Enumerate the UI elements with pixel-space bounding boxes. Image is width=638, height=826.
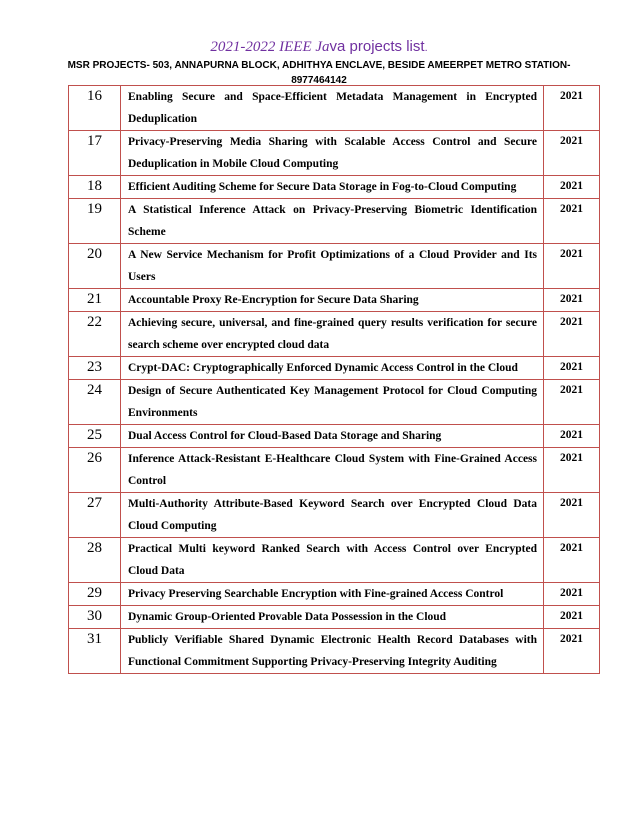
- project-title: Crypt-DAC: Cryptographically Enforced Dynamic Access Control in the Cloud: [121, 357, 544, 380]
- table-row: [69, 131, 600, 176]
- project-year: 2021: [544, 176, 600, 199]
- project-year: 2021: [544, 629, 600, 674]
- project-year: 2021: [544, 583, 600, 606]
- project-number: 29: [69, 583, 121, 606]
- project-year: 2021: [544, 357, 600, 380]
- page-title-dot: .: [424, 42, 428, 54]
- project-year: 2021: [544, 131, 600, 176]
- page-title: [0, 38, 638, 57]
- table-row: [69, 606, 600, 629]
- project-title: Privacy-Preserving Media Sharing with Scalable Access Control and Secure Deduplication in Mobile Cloud Computing: [121, 131, 544, 176]
- project-number: 22: [69, 312, 121, 357]
- project-year: 2021: [544, 199, 600, 244]
- project-title: Dynamic Group-Oriented Provable Data Possession in the Cloud: [121, 606, 544, 629]
- project-number: 28: [69, 538, 121, 583]
- project-title: Inference Attack-Resistant E-Healthcare Cloud System with Fine-Grained Access Control: [121, 448, 544, 493]
- table-row: [69, 629, 600, 674]
- table-row: [69, 380, 600, 425]
- project-number: 16: [69, 86, 121, 131]
- table-row: [69, 244, 600, 289]
- project-number: 17: [69, 131, 121, 176]
- project-number: 31: [69, 629, 121, 674]
- project-number: 27: [69, 493, 121, 538]
- project-year: 2021: [544, 538, 600, 583]
- project-title: Efficient Auditing Scheme for Secure Data Storage in Fog-to-Cloud Computing: [121, 176, 544, 199]
- project-number: 19: [69, 199, 121, 244]
- contact-address: MSR PROJECTS- 503, ANNAPURNA BLOCK, ADHITHYA ENCLAVE, BESIDE AMEERPET METRO STATION-8977464142: [67, 60, 571, 86]
- project-number: 26: [69, 448, 121, 493]
- project-title: Dual Access Control for Cloud-Based Data Storage and Sharing: [121, 425, 544, 448]
- projects-table-body: [69, 86, 600, 674]
- project-title: Accountable Proxy Re-Encryption for Secure Data Sharing: [121, 289, 544, 312]
- project-title: A New Service Mechanism for Profit Optimizations of a Cloud Provider and Its Users: [121, 244, 544, 289]
- project-year: 2021: [544, 425, 600, 448]
- project-number: 24: [69, 380, 121, 425]
- table-row: [69, 448, 600, 493]
- project-number: 30: [69, 606, 121, 629]
- project-title: Privacy Preserving Searchable Encryption with Fine-grained Access Control: [121, 583, 544, 606]
- table-row: [69, 493, 600, 538]
- project-year: 2021: [544, 448, 600, 493]
- project-year: 2021: [544, 312, 600, 357]
- project-year: 2021: [544, 606, 600, 629]
- table-row: [69, 199, 600, 244]
- project-year: 2021: [544, 493, 600, 538]
- table-row: [69, 538, 600, 583]
- projects-table: [68, 85, 600, 674]
- project-title: Enabling Secure and Space-Efficient Metadata Management in Encrypted Deduplication: [121, 86, 544, 131]
- project-number: 23: [69, 357, 121, 380]
- table-row: [69, 357, 600, 380]
- table-row: [69, 583, 600, 606]
- project-year: 2021: [544, 86, 600, 131]
- project-year: 2021: [544, 380, 600, 425]
- project-title: Practical Multi keyword Ranked Search with Access Control over Encrypted Cloud Data: [121, 538, 544, 583]
- project-number: 20: [69, 244, 121, 289]
- project-title: Design of Secure Authenticated Key Management Protocol for Cloud Computing Environments: [121, 380, 544, 425]
- table-row: [69, 425, 600, 448]
- project-number: 25: [69, 425, 121, 448]
- project-year: 2021: [544, 244, 600, 289]
- page-title-prefix: 2021-2022 IEEE Ja: [210, 39, 330, 55]
- project-year: 2021: [544, 289, 600, 312]
- project-title: A Statistical Inference Attack on Privacy-Preserving Biometric Identification Scheme: [121, 199, 544, 244]
- project-title: Achieving secure, universal, and fine-grained query results verification for secure search scheme over encrypted cloud data: [121, 312, 544, 357]
- table-row: [69, 86, 600, 131]
- page-title-suffix: va projects list: [329, 38, 425, 55]
- project-title: Multi-Authority Attribute-Based Keyword Search over Encrypted Cloud Data Cloud Computing: [121, 493, 544, 538]
- table-row: [69, 289, 600, 312]
- project-number: 18: [69, 176, 121, 199]
- project-number: 21: [69, 289, 121, 312]
- project-title: Publicly Verifiable Shared Dynamic Electronic Health Record Databases with Functional Commitment Supporting Privacy-Preserving Integrity Auditing: [121, 629, 544, 674]
- table-row: [69, 312, 600, 357]
- table-row: [69, 176, 600, 199]
